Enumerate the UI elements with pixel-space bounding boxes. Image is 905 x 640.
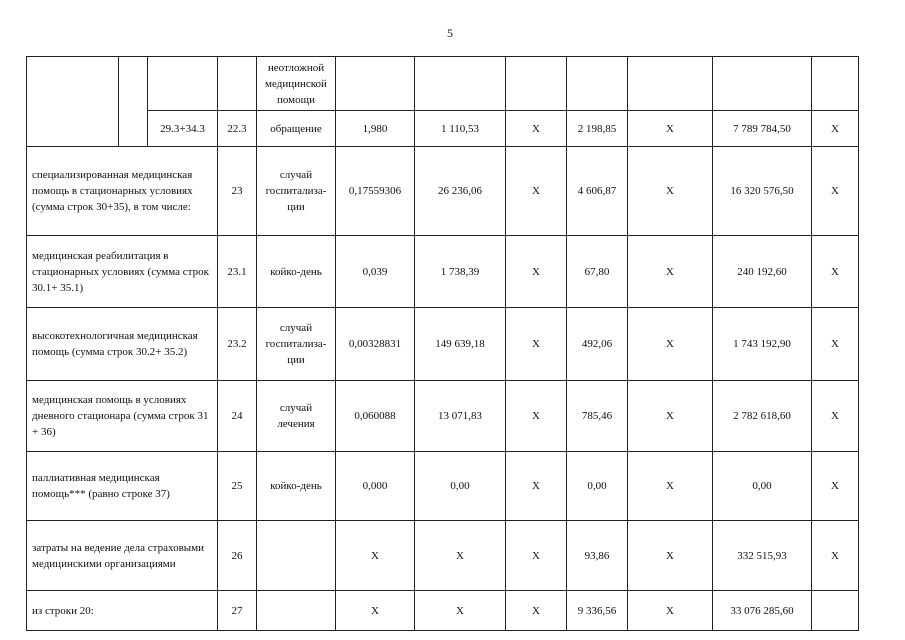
page-number: 5	[447, 26, 453, 40]
row-number-cell: 24	[218, 381, 257, 452]
value-cell: 7 789 784,50	[713, 111, 812, 147]
table-row	[27, 57, 859, 111]
unit-cell: случай лечения	[257, 381, 336, 452]
table-row	[27, 236, 859, 308]
table-cell	[336, 57, 415, 111]
row-label: затраты на ведение дела страховыми медицинскими организациями	[27, 521, 218, 591]
row-number-cell: 22.3	[218, 111, 257, 147]
row-number-cell: 23.1	[218, 236, 257, 308]
value-cell: X	[415, 591, 506, 631]
value-cell: 4 606,87	[567, 147, 628, 236]
value-cell: X	[506, 452, 567, 521]
row-number-cell: 23	[218, 147, 257, 236]
table-row	[27, 591, 859, 631]
table-row	[27, 521, 859, 591]
row-label: специализированная медицинская помощь в стационарных условиях (сумма строк 30+35), в том числе:	[27, 147, 218, 236]
row-label: паллиативная медицинская помощь*** (равно строке 37)	[27, 452, 218, 521]
table-cell	[628, 57, 713, 111]
value-cell: 1 110,53	[415, 111, 506, 147]
table-cell	[27, 57, 119, 147]
value-cell: 93,86	[567, 521, 628, 591]
table-cell	[567, 57, 628, 111]
value-cell: 0,060088	[336, 381, 415, 452]
value-cell: X	[628, 521, 713, 591]
row-label: медицинская реабилитация в стационарных условиях (сумма строк 30.1+ 35.1)	[27, 236, 218, 308]
value-cell: X	[336, 591, 415, 631]
value-cell: 2 198,85	[567, 111, 628, 147]
value-cell: X	[506, 111, 567, 147]
value-cell: 16 320 576,50	[713, 147, 812, 236]
value-cell: X	[812, 111, 859, 147]
value-cell: X	[506, 381, 567, 452]
unit-cell	[257, 521, 336, 591]
row-number-cell: 26	[218, 521, 257, 591]
value-cell: 0,00	[713, 452, 812, 521]
value-cell: 0,00328831	[336, 308, 415, 381]
table-cell	[218, 57, 257, 111]
value-cell: X	[628, 308, 713, 381]
unit-cell: случай госпитализа-ции	[257, 308, 336, 381]
value-cell: 33 076 285,60	[713, 591, 812, 631]
value-cell: X	[812, 452, 859, 521]
value-cell: X	[628, 111, 713, 147]
value-cell: 0,00	[567, 452, 628, 521]
value-cell: X	[506, 591, 567, 631]
value-cell: 332 515,93	[713, 521, 812, 591]
table-cell	[812, 57, 859, 111]
row-label: из строки 20:	[27, 591, 218, 631]
table-cell	[119, 57, 148, 147]
unit-cell: койко-день	[257, 236, 336, 308]
value-cell: X	[812, 381, 859, 452]
value-cell: X	[628, 147, 713, 236]
value-cell: X	[506, 521, 567, 591]
value-cell: 0,039	[336, 236, 415, 308]
table-row	[27, 381, 859, 452]
formula-cell: 29.3+34.3	[148, 111, 218, 147]
value-cell: X	[812, 147, 859, 236]
value-cell: 785,46	[567, 381, 628, 452]
table-row	[27, 308, 859, 381]
value-cell: 1 738,39	[415, 236, 506, 308]
value-cell: 1,980	[336, 111, 415, 147]
value-cell: 1 743 192,90	[713, 308, 812, 381]
value-cell: 149 639,18	[415, 308, 506, 381]
value-cell: X	[415, 521, 506, 591]
value-cell	[812, 591, 859, 631]
value-cell: X	[628, 381, 713, 452]
row-number-cell: 25	[218, 452, 257, 521]
value-cell: X	[812, 308, 859, 381]
value-cell: X	[506, 236, 567, 308]
unit-cell: неотложной медицинской помощи	[257, 57, 336, 111]
value-cell: 492,06	[567, 308, 628, 381]
table-cell	[415, 57, 506, 111]
value-cell: 67,80	[567, 236, 628, 308]
value-cell: X	[506, 147, 567, 236]
unit-cell: койко-день	[257, 452, 336, 521]
row-number-cell: 23.2	[218, 308, 257, 381]
table-row	[27, 111, 859, 147]
value-cell: 9 336,56	[567, 591, 628, 631]
value-cell: 13 071,83	[415, 381, 506, 452]
table-row	[27, 147, 859, 236]
value-cell: X	[628, 591, 713, 631]
table-cell	[148, 57, 218, 111]
value-cell: X	[812, 521, 859, 591]
row-number-cell: 27	[218, 591, 257, 631]
cost-table	[26, 56, 859, 631]
value-cell: 26 236,06	[415, 147, 506, 236]
unit-cell: случай госпитализа-ции	[257, 147, 336, 236]
row-label: медицинская помощь в условиях дневного стационара (сумма строк 31 + 36)	[27, 381, 218, 452]
unit-cell: обращение	[257, 111, 336, 147]
value-cell: X	[336, 521, 415, 591]
value-cell: 2 782 618,60	[713, 381, 812, 452]
value-cell: 0,00	[415, 452, 506, 521]
table-row	[27, 452, 859, 521]
value-cell: 0,000	[336, 452, 415, 521]
value-cell: X	[628, 452, 713, 521]
value-cell: X	[506, 308, 567, 381]
table-cell	[713, 57, 812, 111]
value-cell: X	[628, 236, 713, 308]
table-cell	[506, 57, 567, 111]
value-cell: 0,17559306	[336, 147, 415, 236]
row-label: высокотехнологичная медицинская помощь (сумма строк 30.2+ 35.2)	[27, 308, 218, 381]
value-cell: X	[812, 236, 859, 308]
value-cell: 240 192,60	[713, 236, 812, 308]
unit-cell	[257, 591, 336, 631]
